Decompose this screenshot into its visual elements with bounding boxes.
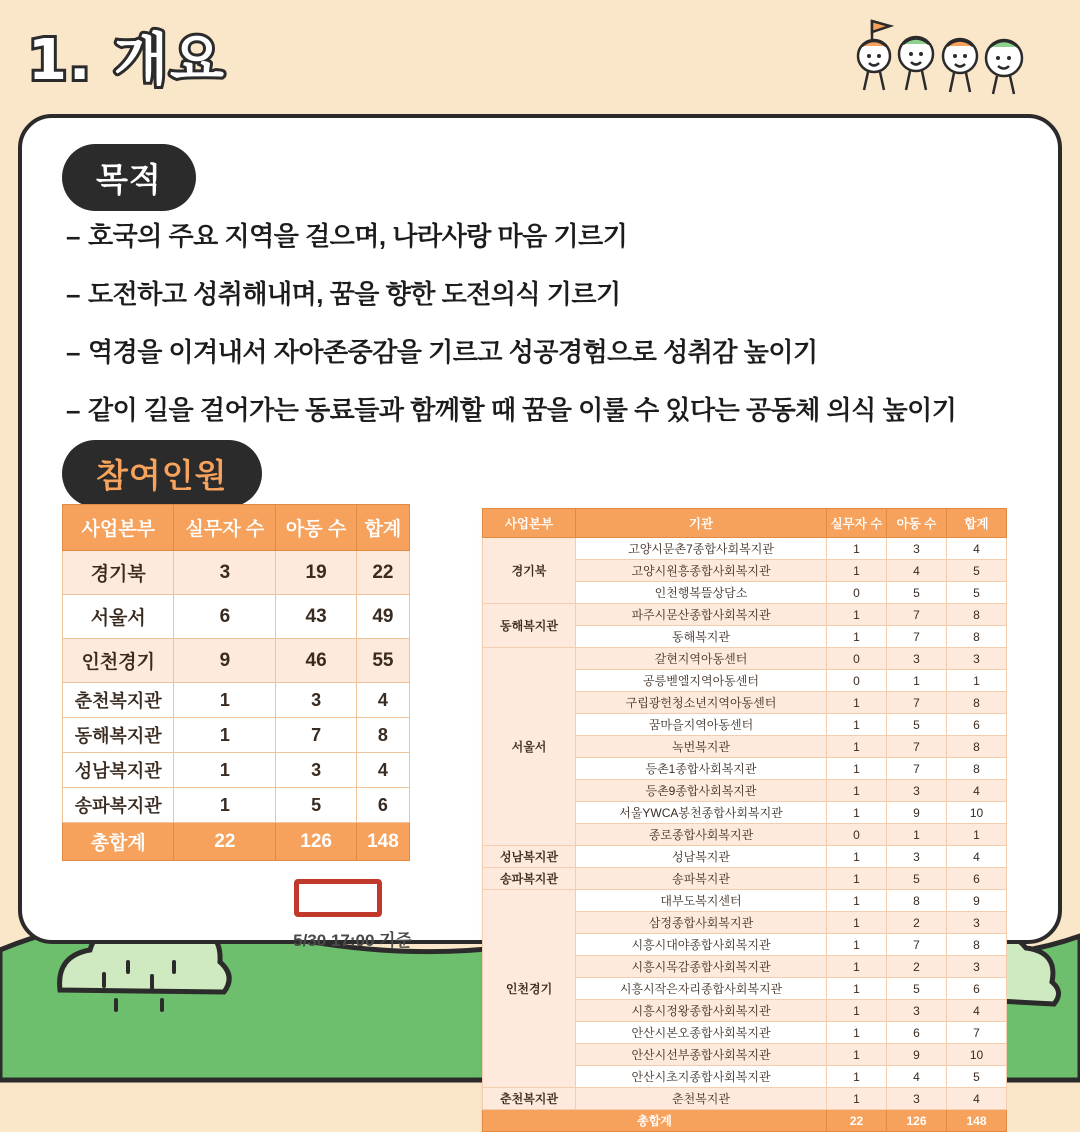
cell-institution: 송파복지관: [576, 868, 827, 890]
cell-institution: 등촌9종합사회복지관: [576, 780, 827, 802]
list-dash: –: [66, 395, 80, 425]
cell-staff: 0: [827, 582, 887, 604]
table-header-row: [63, 505, 410, 551]
cell-institution: 대부도복지센터: [576, 890, 827, 912]
cell-total: 7: [947, 1022, 1007, 1044]
cell-children: 7: [276, 718, 357, 753]
col-header-staff: 실무자 수: [174, 505, 276, 551]
goal-text: 역경을 이겨내서 자아존중감을 기르고 성공경험으로 성취감 높이기: [87, 337, 818, 367]
cell-total-staff: 22: [827, 1110, 887, 1132]
cell-institution: 시흥시대야종합사회복지관: [576, 934, 827, 956]
cell-total: 5: [947, 582, 1007, 604]
cell-staff: 1: [827, 780, 887, 802]
cell-institution: 고양시문촌7종합사회복지관: [576, 538, 827, 560]
cell-total: 4: [356, 683, 409, 718]
cell-total: 4: [947, 538, 1007, 560]
cell-total: 8: [947, 626, 1007, 648]
cell-staff: 1: [174, 718, 276, 753]
cell-total: 8: [947, 604, 1007, 626]
cell-staff: 1: [174, 753, 276, 788]
col-header-staff: 실무자 수: [827, 509, 887, 538]
cell-institution: 춘천복지관: [576, 1088, 827, 1110]
cell-total: 8: [947, 736, 1007, 758]
cell-group: 인천경기: [483, 890, 576, 1088]
goal-badge-wrap: [62, 144, 196, 211]
table-row: [63, 718, 410, 753]
cell-total: 1: [947, 670, 1007, 692]
cell-division: 송파복지관: [63, 788, 174, 823]
cell-total: 4: [947, 1000, 1007, 1022]
cell-institution: 녹번복지관: [576, 736, 827, 758]
list-dash: –: [66, 221, 80, 251]
cell-staff: 1: [827, 560, 887, 582]
cell-children: 3: [887, 780, 947, 802]
cell-staff: 3: [174, 551, 276, 595]
cell-institution: 성남복지관: [576, 846, 827, 868]
cell-children: 43: [276, 595, 357, 639]
col-header-institution: 기관: [576, 509, 827, 538]
cell-children: 46: [276, 639, 357, 683]
cell-institution: 안산시선부종합사회복지관: [576, 1044, 827, 1066]
page-header: [0, 0, 1080, 112]
goal-text: 호국의 주요 지역을 걸으며, 나라사랑 마음 기르기: [87, 221, 628, 251]
list-item: [66, 274, 1026, 311]
cell-staff: 0: [827, 648, 887, 670]
cell-total: 22: [356, 551, 409, 595]
cell-total: 4: [947, 1088, 1007, 1110]
cell-total: 8: [947, 758, 1007, 780]
cell-children: 4: [887, 560, 947, 582]
cell-staff: 1: [827, 1022, 887, 1044]
col-header-children: 아동 수: [887, 509, 947, 538]
col-header-division: 사업본부: [483, 509, 576, 538]
cell-staff: 9: [174, 639, 276, 683]
cell-institution: 구립광헌청소년지역아동센터: [576, 692, 827, 714]
participants-badge-wrap: [62, 440, 262, 507]
cell-institution: 파주시문산종합사회복지관: [576, 604, 827, 626]
col-header-children: 아동 수: [276, 505, 357, 551]
cell-staff: 1: [827, 758, 887, 780]
cell-total: 3: [947, 956, 1007, 978]
cell-children: 3: [887, 648, 947, 670]
cell-group: 성남복지관: [483, 846, 576, 868]
cell-group: 송파복지관: [483, 868, 576, 890]
table-row: [63, 639, 410, 683]
col-header-total: 합계: [947, 509, 1007, 538]
goal-text: 도전하고 성취해내며, 꿈을 향한 도전의식 기르기: [87, 279, 621, 309]
cell-staff: 0: [827, 670, 887, 692]
cell-children: 1: [887, 824, 947, 846]
cell-total: 6: [947, 868, 1007, 890]
detail-table-wrap: [482, 508, 989, 1132]
cell-total: 10: [947, 1044, 1007, 1066]
cell-children: 6: [887, 1022, 947, 1044]
cell-institution: 갈현지역아동센터: [576, 648, 827, 670]
list-item: [66, 332, 1026, 369]
cell-children: 7: [887, 692, 947, 714]
cell-children: 3: [887, 538, 947, 560]
cell-institution: 시흥시목감종합사회복지관: [576, 956, 827, 978]
table-total-row: [483, 1110, 1007, 1132]
cell-division: 경기북: [63, 551, 174, 595]
cell-group: 춘천복지관: [483, 1088, 576, 1110]
cell-total: 5: [947, 560, 1007, 582]
cell-institution: 등촌1종합사회복지관: [576, 758, 827, 780]
cell-staff: 1: [827, 1088, 887, 1110]
cell-children: 2: [887, 912, 947, 934]
cell-institution: 꿈마을지역아동센터: [576, 714, 827, 736]
cell-staff: 1: [827, 604, 887, 626]
cell-children: 2: [887, 956, 947, 978]
list-item: [66, 390, 1026, 427]
cell-total: 6: [356, 788, 409, 823]
cell-total: 8: [356, 718, 409, 753]
goal-badge: 목적: [62, 144, 196, 211]
cell-total: 49: [356, 595, 409, 639]
cell-staff: 1: [827, 692, 887, 714]
list-dash: –: [66, 279, 80, 309]
cell-children: 5: [887, 714, 947, 736]
cell-children: 5: [887, 868, 947, 890]
cell-division: 성남복지관: [63, 753, 174, 788]
cell-institution: 인천행복뜰상담소: [576, 582, 827, 604]
table-row: [483, 648, 1007, 670]
table-row: [483, 538, 1007, 560]
cell-staff: 1: [827, 912, 887, 934]
cell-institution: 시흥시작은자리종합사회복지관: [576, 978, 827, 1000]
cell-children: 8: [887, 890, 947, 912]
cell-group: 동해복지관: [483, 604, 576, 648]
cell-staff: 1: [827, 1044, 887, 1066]
cell-staff: 1: [827, 736, 887, 758]
table-row: [63, 595, 410, 639]
table-row: [483, 1088, 1007, 1110]
cell-total: 55: [356, 639, 409, 683]
cell-total: 6: [947, 978, 1007, 1000]
cell-total: 8: [947, 692, 1007, 714]
walking-characters-icon: [844, 12, 1044, 104]
summary-table-wrap: [62, 504, 412, 950]
cell-division: 춘천복지관: [63, 683, 174, 718]
cell-staff: 1: [827, 956, 887, 978]
cell-institution: 서울YWCA봉천종합사회복지관: [576, 802, 827, 824]
cell-total-children: 126: [887, 1110, 947, 1132]
cell-staff: 0: [827, 824, 887, 846]
table-row: [483, 604, 1007, 626]
cell-children: 7: [887, 604, 947, 626]
cell-staff: 1: [827, 846, 887, 868]
cell-children: 7: [887, 626, 947, 648]
goal-list: [66, 216, 1026, 448]
cell-children: 4: [887, 1066, 947, 1088]
table-row: [483, 890, 1007, 912]
col-header-total: 합계: [356, 505, 409, 551]
summary-note: 5/30 17:00 기준: [293, 931, 412, 950]
cell-group: 경기북: [483, 538, 576, 604]
cell-total: 3: [947, 912, 1007, 934]
cell-children: 19: [276, 551, 357, 595]
cell-institution: 종로종합사회복지관: [576, 824, 827, 846]
cell-staff: 6: [174, 595, 276, 639]
cell-total: 10: [947, 802, 1007, 824]
cell-staff: 1: [827, 1000, 887, 1022]
cell-institution: 안산시초지종합사회복지관: [576, 1066, 827, 1088]
cell-children: 3: [276, 683, 357, 718]
cell-staff: 1: [827, 802, 887, 824]
goal-text: 같이 길을 걸어가는 동료들과 함께할 때 꿈을 이룰 수 있다는 공동체 의식 높이기: [87, 395, 957, 425]
cell-staff: 1: [827, 1066, 887, 1088]
cell-staff: 1: [827, 538, 887, 560]
cell-children: 9: [887, 802, 947, 824]
cell-total-sum: 148: [947, 1110, 1007, 1132]
cell-total: 4: [947, 846, 1007, 868]
cell-division: 동해복지관: [63, 718, 174, 753]
table-row: [63, 551, 410, 595]
cell-institution: 공릉벧엘지역아동센터: [576, 670, 827, 692]
cell-children: 3: [276, 753, 357, 788]
list-item: [66, 216, 1026, 253]
summary-table: [62, 504, 410, 861]
cell-total: 4: [356, 753, 409, 788]
cell-group: 서울서: [483, 648, 576, 846]
col-header-division: 사업본부: [63, 505, 174, 551]
cell-total: 5: [947, 1066, 1007, 1088]
detail-table: [482, 508, 1007, 1132]
cell-staff: 1: [174, 788, 276, 823]
cell-staff: 1: [827, 890, 887, 912]
cell-staff: 1: [827, 626, 887, 648]
cell-total: 9: [947, 890, 1007, 912]
cell-total: 3: [947, 648, 1007, 670]
cell-total: 4: [947, 780, 1007, 802]
cell-children: 7: [887, 758, 947, 780]
cell-children: 3: [887, 846, 947, 868]
cell-division: 인천경기: [63, 639, 174, 683]
cell-total: 6: [947, 714, 1007, 736]
content-card: [18, 114, 1062, 1128]
cell-institution: 삼정종합사회복지관: [576, 912, 827, 934]
cell-children: 5: [887, 978, 947, 1000]
cell-staff: 1: [174, 683, 276, 718]
cell-children: 7: [887, 934, 947, 956]
participants-badge: 참여인원: [62, 440, 262, 507]
page-title: 1. 개요: [28, 28, 226, 93]
cell-institution: 안산시본오종합사회복지관: [576, 1022, 827, 1044]
cell-staff: 1: [827, 714, 887, 736]
cell-children: 7: [887, 736, 947, 758]
cell-institution: 시흥시정왕종합사회복지관: [576, 1000, 827, 1022]
cell-total: 1: [947, 824, 1007, 846]
cell-staff: 1: [827, 868, 887, 890]
highlight-box: [294, 879, 382, 917]
cell-institution: 고양시원흥종합사회복지관: [576, 560, 827, 582]
table-row: [63, 753, 410, 788]
cell-total: 8: [947, 934, 1007, 956]
cell-children: 3: [887, 1088, 947, 1110]
cell-division: 서울서: [63, 595, 174, 639]
cell-total-label: 총합계: [63, 823, 174, 861]
cell-total-label: 총합계: [483, 1110, 827, 1132]
table-row: [483, 846, 1007, 868]
list-dash: –: [66, 337, 80, 367]
cell-staff: 1: [827, 978, 887, 1000]
cell-children: 5: [276, 788, 357, 823]
table-row: [483, 868, 1007, 890]
cell-total-staff: 22: [174, 823, 276, 861]
cell-total-sum: 148: [356, 823, 409, 861]
cell-children: 9: [887, 1044, 947, 1066]
table-row: [63, 788, 410, 823]
cell-staff: 1: [827, 934, 887, 956]
cell-children: 5: [887, 582, 947, 604]
table-row: [63, 683, 410, 718]
cell-children: 1: [887, 670, 947, 692]
cell-institution: 동해복지관: [576, 626, 827, 648]
cell-total-children: 126: [276, 823, 357, 861]
cell-children: 3: [887, 1000, 947, 1022]
table-total-row: [63, 823, 410, 861]
table-header-row: [483, 509, 1007, 538]
